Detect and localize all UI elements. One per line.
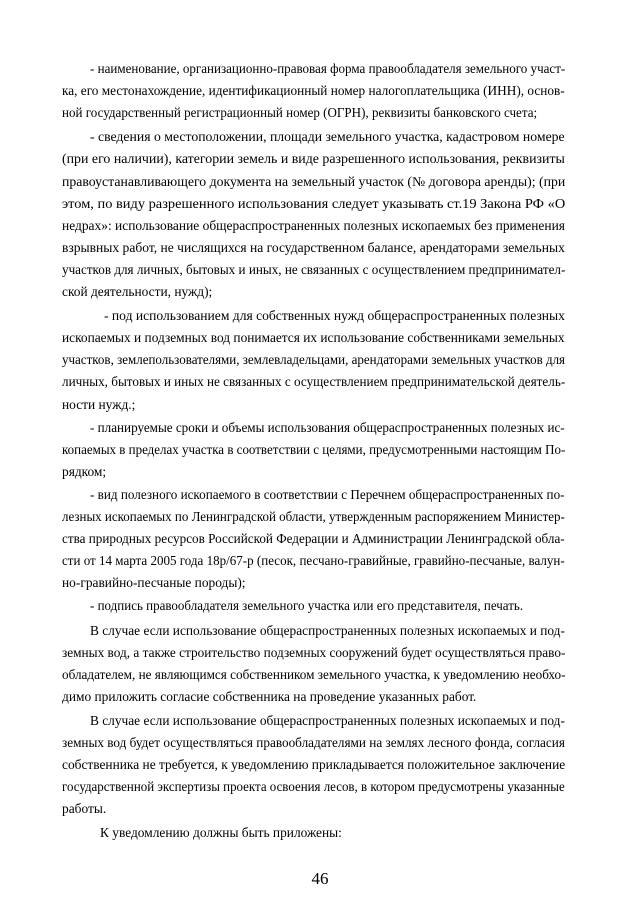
text-line: - планируемые сроки и объемы использования общераспространенных полезных ис- — [90, 419, 565, 435]
text-line: этом, по виду разрешенного использования следует указывать ст.19 Закона РФ «О — [62, 195, 566, 211]
text-line: взрывных работ, не числящихся на государственном балансе, арендаторами земельных — [62, 239, 565, 255]
text-line: ка, его местонахождение, идентификационный номер налогоплательщика (ИНН), основ- — [62, 83, 565, 99]
text-line: собственника не требуется, к уведомлению прикладывается положительное заключение — [62, 757, 566, 773]
text-line: обладателем, не являющимся собственником земельного участка, к уведомлению необхо- — [62, 666, 566, 682]
text-line: В случае если использование общераспространенных полезных ископаемых и под- — [90, 712, 565, 728]
text-line: ископаемых и подземных вод понимается их использование собственниками земельных — [62, 330, 565, 346]
text-line: ности нужд.; — [62, 396, 136, 412]
text-line: - сведения о местоположении, площади земельного участка, кадастровом номере — [90, 129, 565, 145]
text-line: сти от 14 марта 2005 года 18р/67-р (песок, песчано-гравийные, гравийно-песчаные, валун- — [62, 553, 565, 569]
text-line: правоустанавливающего документа на земельный участок (№ договора аренды); (при — [62, 173, 566, 189]
text-line: лезных ископаемых по Ленинградской области, утвержденным распоряжением Министер- — [62, 509, 565, 524]
text-line: недрах»: использование общераспространенных полезных ископаемых без применения — [62, 217, 565, 233]
text-line: ной государственный регистрационный номер (ОГРН), реквизиты банковского счета; — [62, 105, 538, 121]
text-line: ской деятельности, нужд); — [62, 284, 213, 299]
text-line: но-гравийно-песчаные породы); — [62, 575, 246, 591]
text-line: копаемых в пределах участка в соответствии с целями, предусмотренными настоящим По- — [62, 441, 566, 457]
text-line: ства природных ресурсов Российской Федерации и Администрации Ленинградской обла- — [62, 531, 565, 547]
text-line: государственной экспертизы проекта освоения лесов, в котором предусмотрены указанные — [62, 779, 565, 795]
text-line: - наименование, организационно-правовая форма правообладателя земельного участ- — [90, 61, 566, 76]
text-line: (при его наличии), категории земель и виде разрешенного использования, реквизиты — [62, 151, 565, 167]
text-line: димо приложить согласие собственника на проведение указанных работ. — [62, 688, 477, 704]
text-line: - под использованием для собственных нужд общераспространенных полезных — [104, 308, 565, 324]
text-line: рядком; — [62, 463, 107, 479]
text-line: К уведомлению должны быть приложены: — [100, 825, 342, 841]
text-line: земных вод, а также строительство подземных сооружений будет осуществляться право- — [62, 644, 566, 660]
text-line: участков для личных, бытовых и иных, не связанных с осуществлением предпринимател- — [62, 261, 566, 277]
text-line: В случае если использование общераспространенных полезных ископаемых и под- — [90, 622, 565, 638]
text-line: работы. — [62, 801, 107, 817]
text-line: - подпись правообладателя земельного участка или его представителя, печать. — [90, 598, 524, 614]
text-line: земных вод будет осуществляться правообладателями на землях лесного фонда, согласия — [62, 735, 565, 750]
text-line: - вид полезного ископаемого в соответствии с Перечнем общераспространенных по- — [90, 486, 565, 502]
text-line: личных, бытовых и иных не связанных с осуществлением предпринимательской деятель- — [62, 374, 566, 390]
text-line: участков, землепользователями, землевладельцами, арендаторами земельных участков для — [62, 352, 566, 368]
page-number: 46 — [311, 869, 329, 888]
